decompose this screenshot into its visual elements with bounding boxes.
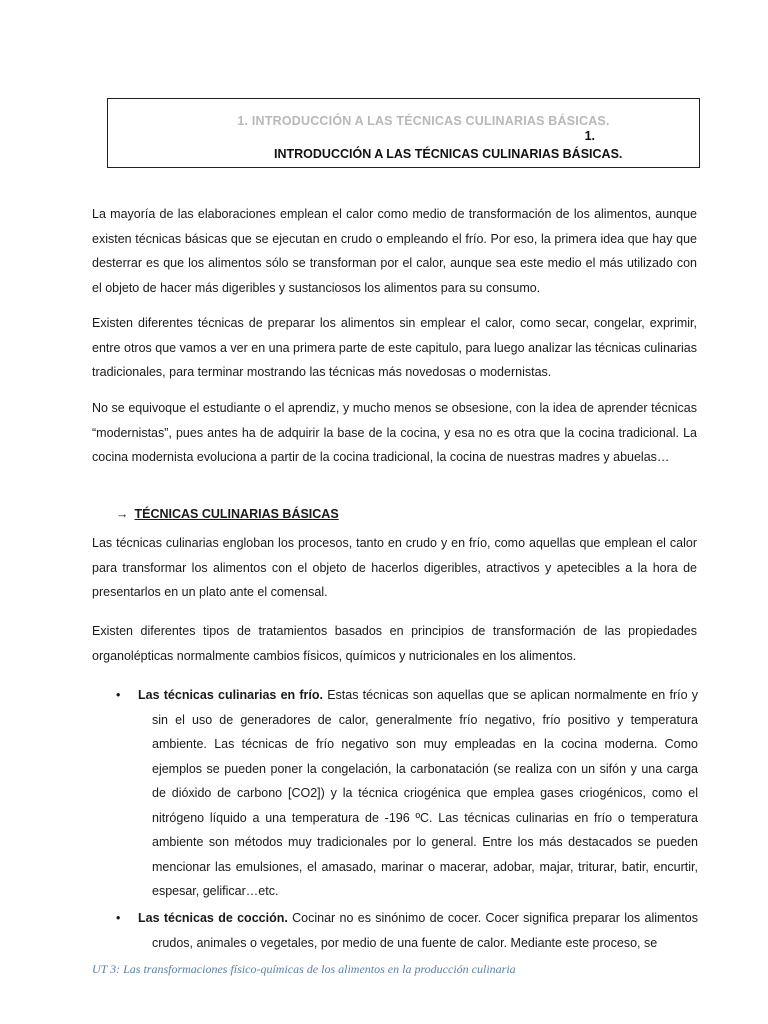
page-footer: UT 3: Las transformaciones físico-químicas de los alimentos en la producción culinaria <box>92 962 516 976</box>
list-item-frio <box>116 683 698 904</box>
section-heading-text: TÉCNICAS CULINARIAS BÁSICAS <box>134 507 339 521</box>
list-item-text <box>130 906 698 955</box>
list-item-coccion <box>116 906 698 955</box>
bullet-icon: • <box>116 688 121 702</box>
title-number: 1. <box>584 129 595 143</box>
arrow-icon: → <box>116 507 129 521</box>
page-title: INTRODUCCIÓN A LAS TÉCNICAS CULINARIAS BÁSICAS. <box>274 147 623 161</box>
list-item-body: Cocinar no es sinónimo de cocer. Cocer significa preparar los alimentos crudos, animales o vegetales, por medio de una fuente de calor. Mediante este proceso, se <box>152 911 698 950</box>
section-heading <box>116 507 339 521</box>
list-item-text <box>130 683 698 904</box>
bullet-icon: • <box>116 911 121 925</box>
intro-paragraph-3: No se equivoque el estudiante o el aprendiz, y mucho menos se obsesione, con la idea de aprender técnicas “modernistas”, pues antes ha de adquirir la base de la cocina, y esa no es otra que la cocina tradicional. La cocina modernista evoluciona a partir de la cocina tradicional, la cocina de nuestras madres y abuelas… <box>92 401 697 464</box>
list-item-lead: Las técnicas de cocción. <box>138 911 288 925</box>
list-item-body: Estas técnicas son aquellas que se aplican normalmente en frío y sin el uso de generadores de calor, generalmente frío negativo, frío positivo y temperatura ambiente. Las técnicas de frío negativo son muy empleadas en la cocina moderna. Como ejemplos se pueden poner la congelación, la carbonatación (se realiza con un sifón y una carga de dióxido de carbono [CO2]) y la técnica criogénica que emplea gases criogénicos, como el nitrógeno líquido a una temperatura de -196 ºC. Las técnicas culinarias en frío o temperatura ambiente son métodos muy tradicionales por lo general. Entre los más destacados se pueden mencionar las emulsiones, el amasado, marinar o macerar, adobar, majar, triturar, batir, encurtir, espesar, gelificar…etc. <box>152 688 698 898</box>
list-item-lead: Las técnicas culinarias en frío. <box>138 688 323 702</box>
title-ghost-text: 1. INTRODUCCIÓN A LAS TÉCNICAS CULINARIAS BÁSICAS. <box>237 114 610 128</box>
title-box <box>107 98 700 168</box>
section-paragraph-2: Existen diferentes tipos de tratamientos basados en principios de transformación de las propiedades organolépticas normalmente cambios físicos, químicos y nutricionales en los alimentos. <box>92 624 697 663</box>
section-paragraph-1: Las técnicas culinarias engloban los procesos, tanto en crudo y en frío, como aquellas que emplean el calor para transformar los alimentos con el objeto de hacerlos digeribles, atractivos y apetecibles a la hora de presentarlos en un plato ante el comensal. <box>92 536 697 599</box>
intro-paragraph-1: La mayoría de las elaboraciones emplean el calor como medio de transformación de los alimentos, aunque existen técnicas básicas que se ejecutan en crudo o empleando el frío. Por eso, la primera idea que hay que desterrar es que los alimentos sólo se transforman por el calor, aunque sea este medio el más utilizado con el objeto de hacer más digeribles y sustanciosos los alimentos para su consumo. <box>92 207 697 295</box>
intro-paragraph-2: Existen diferentes técnicas de preparar los alimentos sin emplear el calor, como secar, congelar, exprimir, entre otros que vamos a ver en una primera parte de este capitulo, para luego analizar las técnicas culinarias tradicionales, para terminar mostrando las técnicas más novedosas o modernistas. <box>92 316 697 379</box>
